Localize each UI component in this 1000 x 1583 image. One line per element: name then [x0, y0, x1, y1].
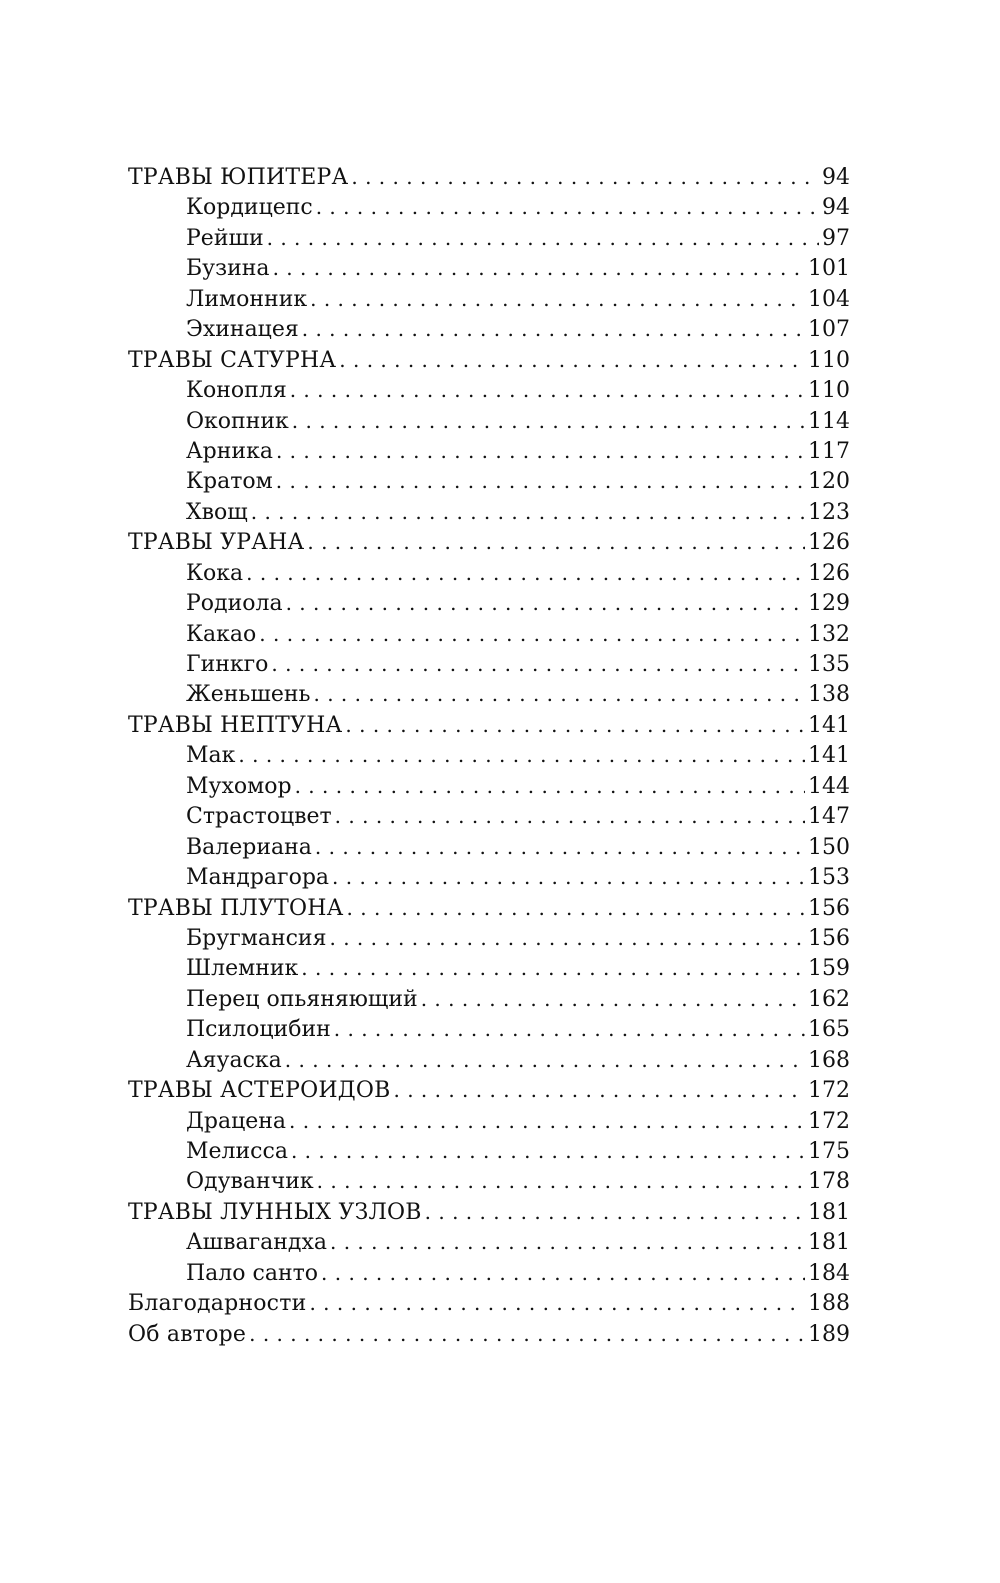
- toc-page-number: 150: [808, 834, 850, 860]
- toc-subentry[interactable]: [128, 740, 850, 770]
- toc-entry-title: Псилоцибин: [186, 1017, 331, 1043]
- dot-leader: [393, 1075, 805, 1105]
- dot-leader: [302, 314, 805, 344]
- toc-page-number: 159: [808, 956, 850, 982]
- toc-entry-title: ТРАВЫ АСТЕРОИДОВ: [128, 1078, 391, 1104]
- toc-page-number: 156: [808, 925, 850, 951]
- toc-section-entry[interactable]: [128, 527, 850, 557]
- toc-page-number: 162: [808, 986, 850, 1012]
- toc-entry-title: Кока: [186, 560, 244, 586]
- toc-entry-title: ТРАВЫ НЕПТУНА: [128, 712, 343, 738]
- toc-section-entry[interactable]: [128, 345, 850, 375]
- toc-entry-title: Шлемник: [186, 956, 299, 982]
- toc-page-number: 107: [808, 317, 850, 343]
- table-of-contents: [128, 162, 850, 1349]
- toc-entry-title: Родиола: [186, 591, 283, 617]
- toc-subentry[interactable]: [128, 771, 850, 801]
- toc-page-number: 184: [808, 1260, 850, 1286]
- toc-page-number: 188: [808, 1291, 850, 1317]
- toc-entry-title: Эхинацея: [186, 317, 299, 343]
- toc-subentry[interactable]: [128, 862, 850, 892]
- toc-section-entry[interactable]: [128, 1319, 850, 1349]
- dot-leader: [309, 1288, 805, 1318]
- toc-subentry[interactable]: [128, 649, 850, 679]
- toc-entry-title: ТРАВЫ ЛУННЫХ УЗЛОВ: [128, 1199, 422, 1225]
- dot-leader: [249, 1319, 805, 1349]
- toc-subentry[interactable]: [128, 1166, 850, 1196]
- dot-leader: [291, 1136, 805, 1166]
- toc-entry-title: Бузина: [186, 256, 270, 282]
- toc-entry-title: Какао: [186, 621, 257, 647]
- toc-subentry[interactable]: [128, 953, 850, 983]
- toc-entry-title: Хвощ: [186, 499, 248, 525]
- toc-subentry[interactable]: [128, 832, 850, 862]
- dot-leader: [292, 406, 805, 436]
- toc-page-number: 172: [808, 1078, 850, 1104]
- dot-leader: [267, 223, 819, 253]
- toc-entry-title: Конопля: [186, 378, 287, 404]
- dot-leader: [314, 679, 806, 709]
- dot-leader: [273, 253, 805, 283]
- dot-leader: [289, 1106, 805, 1136]
- dot-leader: [351, 162, 819, 192]
- dot-leader: [238, 740, 805, 770]
- toc-section-entry[interactable]: [128, 1288, 850, 1318]
- toc-page-number: 114: [808, 408, 850, 434]
- toc-page-number: 172: [808, 1108, 850, 1134]
- toc-entry-title: Мелисса: [186, 1139, 288, 1164]
- toc-page-number: 156: [808, 895, 850, 921]
- toc-entry-title: Пало санто: [186, 1260, 319, 1286]
- dot-leader: [329, 923, 805, 953]
- toc-entry-title: Лимонник: [186, 286, 308, 312]
- toc-entry-title: Аяуаска: [186, 1047, 282, 1073]
- toc-entry-title: Благодарности: [128, 1291, 307, 1317]
- toc-section-entry[interactable]: [128, 1197, 850, 1227]
- toc-page-number: 104: [808, 286, 850, 312]
- dot-leader: [251, 497, 805, 527]
- toc-subentry[interactable]: [128, 497, 850, 527]
- toc-page-number: 97: [822, 225, 850, 251]
- toc-page-number: 123: [808, 499, 850, 525]
- toc-subentry[interactable]: [128, 406, 850, 436]
- toc-entry-title: Окопник: [186, 408, 289, 434]
- dot-leader: [345, 710, 805, 740]
- toc-section-entry[interactable]: [128, 1075, 850, 1105]
- toc-entry-title: Об авторе: [128, 1321, 247, 1347]
- toc-subentry[interactable]: [128, 1227, 850, 1257]
- toc-page-number: 126: [808, 560, 850, 586]
- toc-page-number: 181: [808, 1199, 850, 1225]
- dot-leader: [330, 1227, 805, 1257]
- toc-subentry[interactable]: [128, 192, 850, 222]
- dot-leader: [307, 527, 805, 557]
- toc-entry-title: Рейши: [186, 225, 264, 251]
- toc-page-number: 120: [808, 469, 850, 495]
- toc-entry-title: ТРАВЫ ПЛУТОНА: [128, 895, 344, 921]
- toc-section-entry[interactable]: [128, 893, 850, 923]
- toc-subentry[interactable]: [128, 466, 850, 496]
- toc-subentry[interactable]: [128, 436, 850, 466]
- toc-entry-title: Гинкго: [186, 652, 269, 677]
- dot-leader: [339, 345, 805, 375]
- toc-page-number: 135: [808, 652, 850, 677]
- toc-subentry[interactable]: [128, 375, 850, 405]
- toc-page-number: 132: [808, 621, 850, 647]
- toc-subentry[interactable]: [128, 984, 850, 1014]
- toc-entry-title: Мандрагора: [186, 865, 330, 891]
- toc-subentry[interactable]: [128, 1258, 850, 1288]
- toc-entry-title: Кратом: [186, 469, 273, 495]
- toc-subentry[interactable]: [128, 1136, 850, 1166]
- toc-page-number: 147: [808, 804, 850, 830]
- dot-leader: [295, 771, 805, 801]
- dot-leader: [271, 649, 805, 679]
- toc-subentry[interactable]: [128, 923, 850, 953]
- toc-entry-title: Арника: [186, 438, 273, 464]
- toc-subentry[interactable]: [128, 558, 850, 588]
- toc-entry-title: Ашвагандха: [186, 1230, 327, 1256]
- dot-leader: [290, 375, 805, 405]
- toc-subentry[interactable]: [128, 679, 850, 709]
- dot-leader: [317, 1166, 805, 1196]
- toc-subentry[interactable]: [128, 1106, 850, 1136]
- toc-entry-title: Валериана: [186, 834, 312, 860]
- toc-subentry[interactable]: [128, 801, 850, 831]
- toc-subentry[interactable]: [128, 314, 850, 344]
- toc-entry-title: ТРАВЫ ЮПИТЕРА: [128, 165, 349, 190]
- toc-page-number: 168: [808, 1047, 850, 1073]
- dot-leader: [335, 801, 805, 831]
- toc-subentry[interactable]: [128, 1045, 850, 1075]
- dot-leader: [425, 1197, 805, 1227]
- toc-page-number: 189: [808, 1321, 850, 1347]
- toc-entry-title: ТРАВЫ УРАНА: [128, 530, 305, 556]
- dot-leader: [315, 832, 805, 862]
- toc-page-number: 117: [808, 438, 850, 464]
- dot-leader: [310, 284, 805, 314]
- dot-leader: [259, 619, 805, 649]
- toc-section-entry[interactable]: [128, 710, 850, 740]
- toc-entry-title: ТРАВЫ САТУРНА: [128, 347, 337, 373]
- toc-entry-title: Мак: [186, 743, 236, 769]
- toc-entry-title: Перец опьяняющий: [186, 986, 418, 1012]
- toc-entry-title: Женьшень: [186, 682, 311, 708]
- toc-page-number: 110: [808, 347, 850, 373]
- toc-page-number: 138: [808, 682, 850, 708]
- toc-page-number: 141: [808, 712, 850, 738]
- toc-section-entry[interactable]: [128, 162, 850, 192]
- toc-entry-title: Драцена: [186, 1108, 287, 1134]
- toc-page-number: 94: [822, 165, 850, 190]
- toc-subentry[interactable]: [128, 223, 850, 253]
- toc-page-number: 178: [808, 1169, 850, 1195]
- toc-page-number: 175: [808, 1139, 850, 1164]
- dot-leader: [421, 984, 805, 1014]
- toc-page-number: 144: [808, 773, 850, 799]
- toc-subentry[interactable]: [128, 253, 850, 283]
- dot-leader: [347, 893, 805, 923]
- toc-entry-title: Кордицепс: [186, 195, 313, 221]
- toc-page-number: 110: [808, 378, 850, 404]
- toc-entry-title: Мухомор: [186, 773, 292, 799]
- dot-leader: [321, 1258, 805, 1288]
- toc-subentry[interactable]: [128, 588, 850, 618]
- toc-page-number: 141: [808, 743, 850, 769]
- toc-subentry[interactable]: [128, 619, 850, 649]
- dot-leader: [332, 862, 805, 892]
- toc-page-number: 126: [808, 530, 850, 556]
- toc-page-number: 181: [808, 1230, 850, 1256]
- dot-leader: [285, 1045, 805, 1075]
- toc-subentry[interactable]: [128, 284, 850, 314]
- dot-leader: [286, 588, 805, 618]
- toc-page-number: 153: [808, 865, 850, 891]
- toc-page-number: 129: [808, 591, 850, 617]
- toc-entry-title: Страстоцвет: [186, 804, 332, 830]
- toc-page-number: 101: [808, 256, 850, 282]
- dot-leader: [301, 953, 805, 983]
- dot-leader: [246, 558, 805, 588]
- dot-leader: [276, 436, 805, 466]
- toc-page-number: 94: [822, 195, 850, 221]
- toc-subentry[interactable]: [128, 1014, 850, 1044]
- toc-entry-title: Бругмансия: [186, 925, 327, 951]
- toc-entry-title: Одуванчик: [186, 1169, 314, 1195]
- dot-leader: [316, 192, 819, 222]
- dot-leader: [334, 1014, 805, 1044]
- dot-leader: [276, 466, 805, 496]
- toc-page-number: 165: [808, 1017, 850, 1043]
